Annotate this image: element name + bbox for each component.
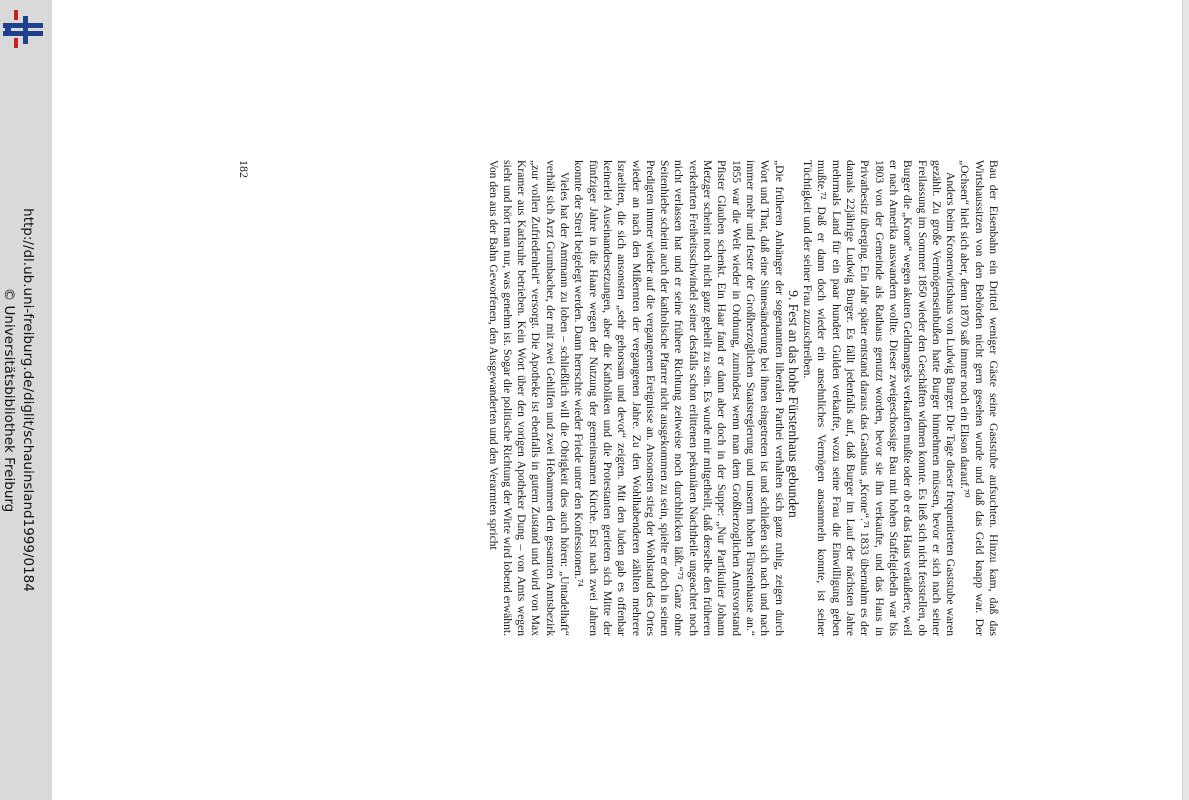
- page-number: 182: [237, 160, 251, 178]
- university-library-logo-icon: [1, 8, 45, 52]
- book-page: [236, 160, 1000, 636]
- paragraph: „Die früheren Anhänger der sogenannten liberalen Parthei verhalten sich ganz ruhig, zeigen durch Wort und That, daß eine Sinnesänderung bei ihnen eingetreten ist und schließen sich nach und nach immer mehr und fester der Großherzoglichen Staatsregierung und unserm hohen Fürstenhause an.“ 1855 war die Welt wieder in Ordnung, zumindest wenn man dem Großherzoglichen Amtsvorstand Pfister Glauben schenkt. Ein Haar fand er dann aber doch in der Suppe: „Nur Partikulier Johann Metzger scheint noch nicht ganz geheilt zu sein. Es wurde mir mitgetheilt, daß derselbe den früheren verkehrten Freiheitsschwindel seiner desfalls schon erlittenen pekuniären Nachtheile ungeachtet noch nicht verlassen hat und er seine frühere Richtung zeitweise noch durchblicken läßt.“⁷³ Ganz ohne Seitenhiebe scheint auch der katholische Pfarrer nicht ausgekommen zu sein, spielte er doch in seinen Predigten immer wieder auf die vergangenen Ereignisse an. Ansonsten stieg der Wohlstand des Ortes wieder an nach den Mißernten der vergangenen Jahre. Zu den Wohlhabenderen zählten mehrere Israeliten, die sich ansonsten „sehr gehorsam und devot“ zeigten. Mit den Juden gab es offenbar keinerlei Auseinandersetzungen, aber die Katholiken und die Protestanten gerieten sich Mitte der fünfziger Jahre in die Haare wegen der Nutzung der gemeinsamen Kirche. Erst nach zwei Jahren konnte der Streit beigelegt werden. Dann herrschte wieder Friede unter den Konfessionen.⁷⁴: [572, 160, 786, 636]
- source-url[interactable]: http://dl.ub.uni-freiburg.de/diglit/schauinsland1999/0184: [20, 208, 36, 592]
- copyright-notice: © Universitätsbibliothek Freiburg: [1, 287, 17, 513]
- paragraph: Anders beim Kronenwirtshaus von Ludwig Burger. Die Tage dieser frequentierten Gaststube waren gezählt. Zu große Vermögenseinbußen hatte Burger hinnehmen müssen, bevor er sich nach seiner Freilassung im Sommer 1850 wieder den Geschäften widmen konnte. Es ließ sich nicht feststellen, ob Burger die „Krone“ wegen akuten Geldmangels verkaufen mußte oder ob er das Haus veräußerte, weil er nach Amerika auswandern wollte. Dieser zweigeschossige Bau mit hohen Staffelgiebeln war bis 1803 von der Gemeinde als Rathaus genutzt worden, bevor sie ihn verkaufte, und das Haus in Privatbesitz überging. Ein Jahr später entstand daraus das Gasthaus „Krone“.⁷¹ 1833 übernahm es der damals 22jährige Ludwig Burger. Es fällt jedenfalls auf, daß Burger im Lauf der nächsten Jahre mehrmals Land für ein paar hundert Gulden verkaufte, wozu seine Frau die Einwilligung geben mußte.⁷² Daß er dann doch wieder ein ansehnliches Vermögen ansammeln konnte, ist seiner Tüchtigkeit und der seiner Frau zuzuschreiben.: [801, 160, 958, 636]
- page-edge: [1182, 0, 1189, 800]
- paragraph: Bau der Eisenbahn ein Drittel weniger Gäste seine Gaststube aufsuchten. Hinzu kam, daß das Wirtshaussitzen von den Behörden nicht gern gesehen wurde und daß das Geld knapp war. Der „Ochsen“ hielt sich aber, denn 1870 saß immer noch ein Elison darauf.⁷⁰: [958, 160, 1000, 636]
- paragraph: Vieles hat der Amtmann zu loben – schließlich will die Obrigkeit dies auch hören: „Untadelhaft“ verhält sich Arzt Grumbacher, der mit zwei Gehilfen und zwei Hebammen den gesamten Amtsbezirk „zur vollen Zufriedenheit“ versorgt. Die Apotheke ist ebenfalls in gutem Zustand und wird von Max Kramer aus Karlsruhe betrieben. Kein Wort über den vorigen Apotheker Dung – von Amts wegen sieht und hört man nur, was genehm ist. Sogar die politische Richtung der Wirte wird lobend erwähnt. Von den aus der Bahn Geworfenen, den Ausgewanderten und den Verarmten spricht: [486, 160, 572, 636]
- viewer-sidebar: [0, 0, 52, 800]
- section-heading: 9. Fest an das hohe Fürstenhaus gebunden: [785, 290, 801, 518]
- page-text-block: [485, 160, 1000, 636]
